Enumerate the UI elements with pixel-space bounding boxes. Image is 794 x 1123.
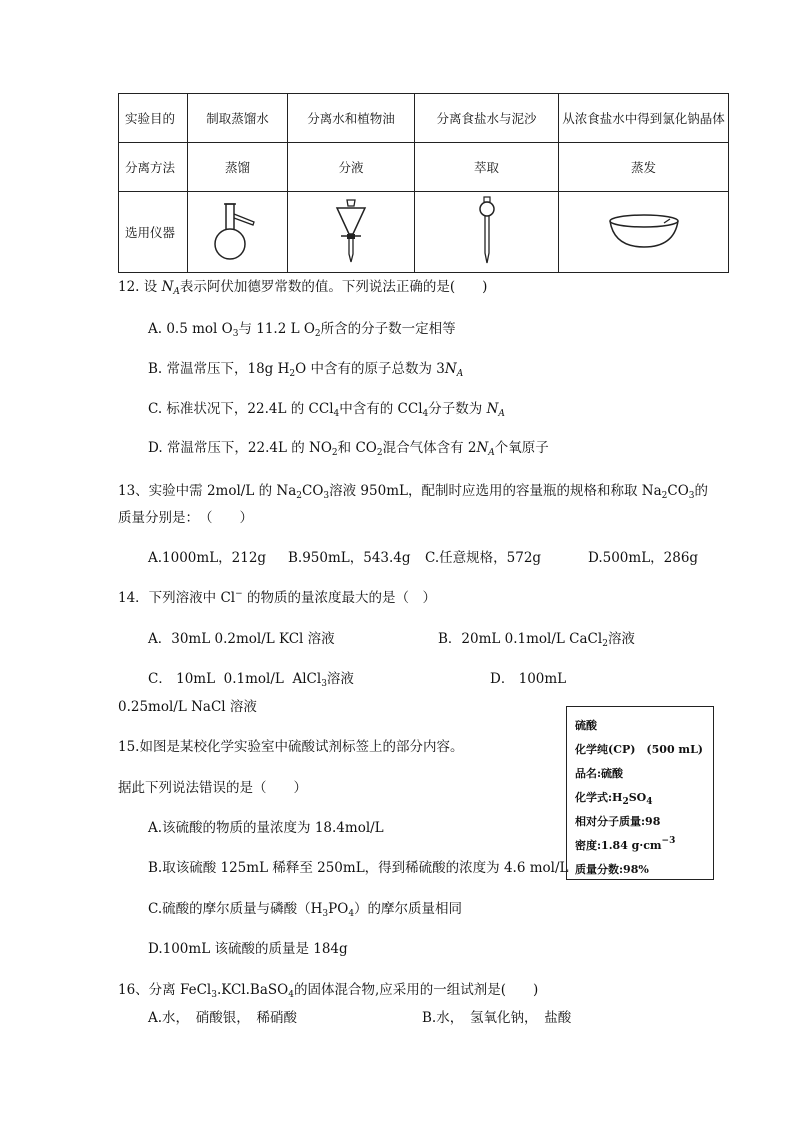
q12-option-b[interactable]: B. 常温常压下，18g $H_2O$ 中含有的原子总数为 $3N_A$: [148, 361, 464, 379]
label-line: 硫酸: [575, 719, 597, 732]
label-line: 品名:硫酸: [575, 767, 624, 780]
q14-option-d[interactable]: D． 100mL: [490, 671, 567, 687]
q16-option-b[interactable]: B.水， 氢氧化钠， 盐酸: [422, 1010, 572, 1026]
q13-option-b[interactable]: B.950mL，543.4g: [288, 550, 411, 566]
pipette-funnel-icon: [415, 192, 559, 273]
q14-option-b[interactable]: B．20mL 0.1mol/L CaCl$_2$溶液: [438, 631, 635, 649]
table-cell: 分离食盐水与泥沙: [415, 94, 559, 143]
evaporating-dish-icon: [559, 192, 729, 273]
separatory-funnel-icon: [288, 192, 415, 273]
distillation-flask-icon: [188, 192, 288, 273]
q13-option-a[interactable]: A.1000mL，212g: [148, 550, 267, 566]
question-16-stem: 16、分离 FeCl$_3$.KCl.BaSO$_4$的固体混合物,应采用的一组试剂是( ): [118, 982, 539, 1000]
table-cell: 分离方法: [119, 143, 188, 192]
table-row: [119, 192, 729, 273]
table-cell: 分离水和植物油: [288, 94, 415, 143]
table-cell: 选用仪器: [119, 192, 188, 273]
question-15-stem: 15.如图是某校化学实验室中硫酸试剂标签上的部分内容。: [118, 739, 464, 755]
q14-option-d-cont: 0.25mol/L NaCl 溶液: [118, 699, 257, 715]
q14-option-a[interactable]: A．30mL 0.2mol/L KCl 溶液: [148, 631, 335, 647]
reagent-label: [566, 706, 714, 880]
q12-option-c[interactable]: C. 标准状况下，22.4L 的 CCl$_4$中含有的 CCl$_4$分子数为 $N_A$: [148, 401, 505, 419]
q13-option-c[interactable]: C.任意规格，572g: [425, 550, 542, 566]
question-15-stem-line2: 据此下列说法错误的是（ ）: [118, 780, 307, 796]
question-12-stem: 12. 设 $N_A$表示阿伏加德罗常数的值。下列说法正确的是( ): [118, 279, 488, 297]
label-line: 化学纯(CP) (500 mL): [575, 743, 704, 756]
q12-option-d[interactable]: D. 常温常压下，22.4L 的 $NO_2$和 $CO_2$混合气体含有 $2N_A$个氧原子: [148, 440, 549, 458]
table-row: [119, 94, 729, 143]
q15-option-a[interactable]: A.该硫酸的物质的量浓度为 18.4mol/L: [148, 820, 384, 836]
label-line: 密度:1.84 $g\cdot cm^{-3}$: [575, 836, 676, 852]
q16-option-a[interactable]: A.水， 硝酸银， 稀硝酸: [148, 1010, 298, 1026]
experiment-table: [118, 93, 729, 273]
table-cell: 实验目的: [119, 94, 188, 143]
table-row: [119, 143, 729, 192]
label-line: 化学式$:H_2SO_4$: [575, 791, 653, 807]
table-cell: 萃取: [415, 143, 559, 192]
table-cell: 蒸馏: [188, 143, 288, 192]
table-cell: 制取蒸馏水: [188, 94, 288, 143]
q15-option-d[interactable]: D.100mL 该硫酸的质量是 184g: [148, 941, 348, 957]
table-cell: 分液: [288, 143, 415, 192]
q14-option-c[interactable]: C． 10mL 0.1mol/L AlCl$_3$溶液: [148, 671, 354, 689]
table-cell: 蒸发: [559, 143, 729, 192]
table-cell: 从浓食盐水中得到氯化钠晶体: [559, 94, 729, 143]
q15-option-b[interactable]: B.取该硫酸 125mL 稀释至 250mL，得到稀硫酸的浓度为 4.6 mol/L: [148, 860, 569, 876]
q15-option-c[interactable]: C.硫酸的摩尔质量与磷酸$(H_3PO_4)$的摩尔质量相同: [148, 901, 463, 919]
question-14-stem: 14．下列溶液中 Cl− 的物质的量浓度最大的是（ ）: [118, 589, 436, 606]
label-line: 质量分数:98%: [575, 863, 649, 876]
q12-option-a[interactable]: A. 0.5 mol $O_3$与 11.2 L $O_2$所含的分子数一定相等: [148, 321, 456, 339]
q13-option-d[interactable]: D.500mL，286g: [588, 550, 699, 566]
question-13-stem-line2: 质量分别是： （ ）: [118, 510, 253, 526]
label-line: 相对分子质量:98: [575, 815, 661, 828]
question-13-stem: 13、实验中需 2mol/L 的 $Na_2CO_3$溶液 950mL，配制时应选用的容量瓶的规格和称取 $Na_2CO_3$的: [118, 483, 708, 501]
